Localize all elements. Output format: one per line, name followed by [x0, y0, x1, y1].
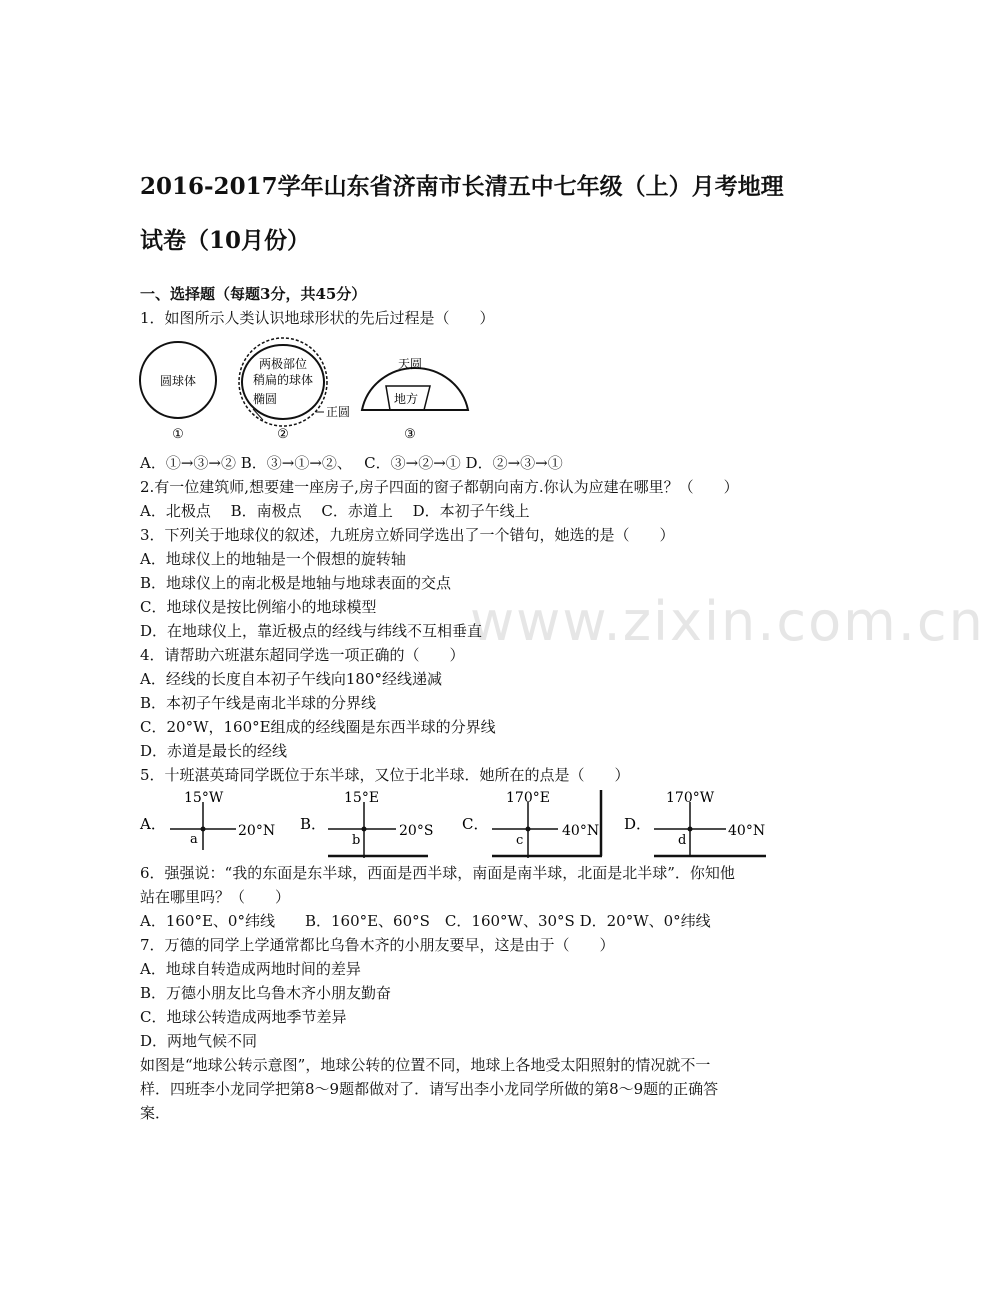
fig2-label-line1: 两极部位	[258, 357, 308, 371]
question-4-option-d: D．赤道是最长的经线	[140, 742, 288, 760]
q5-d-lon: 170°W	[666, 790, 715, 806]
q5-option-b-label: B．	[300, 815, 327, 833]
fig1-label: 圆球体	[159, 374, 197, 388]
question-6-stem-line1: 6．强强说：“我的东面是东半球，西面是西半球，南面是南半球，北面是北半球”．你知他	[140, 864, 735, 882]
question-4-option-a: A．经线的长度自本初子午线向180°经线递减	[140, 670, 442, 688]
q5-b-lon: 15°E	[344, 790, 380, 806]
q5-c-point: c	[516, 833, 524, 848]
fig1-number: ①	[172, 427, 184, 442]
watermark: www.zixin.com.cn	[470, 590, 985, 653]
question-3-option-b: B．地球仪上的南北极是地轴与地球表面的交点	[140, 574, 452, 592]
question-6-stem-line2: 站在哪里吗？（ ）	[140, 888, 291, 906]
question-1-stem: 1．如图所示人类认识地球形状的先后过程是（ ）	[140, 309, 495, 327]
question-3-option-a: A．地球仪上的地轴是一个假想的旋转轴	[140, 550, 406, 568]
exam-title: 2016-2017学年山东省济南市长清五中七年级（上）月考地理试卷（10月份）	[140, 173, 784, 254]
fig3-bottom-label: 地方	[393, 392, 419, 406]
question-4-option-b: B．本初子午线是南北半球的分界线	[140, 694, 377, 712]
question-7-option-b: B．万德小朋友比乌鲁木齐小朋友勤奋	[140, 984, 392, 1002]
question-7-option-a: A．地球自转造成两地时间的差异	[140, 960, 361, 978]
fig3-number: ③	[404, 427, 416, 442]
q5-option-a-label: A．	[140, 815, 166, 833]
question-7-option-d: D．两地气候不同	[140, 1032, 258, 1050]
q5-a-lat: 20°N	[238, 823, 276, 839]
q5-b-lat: 20°S	[399, 823, 434, 839]
question-2-stem: 2.有一位建筑师,想要建一座房子,房子四面的窗子都朝向南方.你认为应建在哪里？（ ）	[140, 478, 739, 496]
point-b	[362, 827, 367, 832]
q5-d-point: d	[678, 833, 687, 848]
question-5-stem: 5．十班湛英琦同学既位于东半球，又位于北半球．她所在的点是（ ）	[140, 766, 630, 784]
q5-c-lon: 170°E	[506, 790, 550, 806]
q5-a-lon: 15°W	[184, 790, 224, 806]
point-d	[688, 827, 693, 832]
question-3-stem: 3．下列关于地球仪的叙述，九班房立娇同学选出了一个错句，她选的是（ ）	[140, 526, 675, 544]
point-a	[201, 827, 206, 832]
q5-option-c-label: C．	[462, 815, 489, 833]
section-heading: 一、选择题（每题3分，共45分）	[140, 285, 367, 303]
fig2-circle-label: 正圆	[326, 405, 351, 419]
intro-line1: 如图是“地球公转示意图”，地球公转的位置不同，地球上各地受太阳照射的情况就不一	[140, 1056, 711, 1074]
q5-c-lat: 40°N	[562, 823, 600, 839]
fig2-label-line2: 稍扁的球体	[252, 373, 314, 387]
question-4-option-c: C．20°W，160°E组成的经线圈是东西半球的分界线	[140, 718, 496, 736]
q5-figures	[138, 786, 778, 858]
question-4-stem: 4．请帮助六班湛东超同学选一项正确的（ ）	[140, 646, 465, 664]
q5-a-point: a	[190, 832, 198, 847]
earth-shape-figure	[138, 334, 478, 446]
point-c	[526, 827, 531, 832]
question-1-options: A．①→③→② B．③→①→②、 C．③→②→① D．②→③→①	[140, 454, 563, 472]
intro-line2: 样．四班李小龙同学把第8～9题都做对了．请写出李小龙同学所做的第8～9题的正确答	[140, 1080, 719, 1098]
q5-option-d-label: D．	[624, 815, 652, 833]
question-3-option-d: D．在地球仪上，靠近极点的经线与纬线不互相垂直	[140, 622, 483, 640]
fig3-top-label: 天圆	[397, 357, 423, 371]
fig2-number: ②	[277, 427, 289, 442]
q5-d-lat: 40°N	[728, 823, 766, 839]
q5-b-point: b	[352, 833, 361, 848]
question-2-options: A．北极点 B．南极点 C．赤道上 D．本初子午线上	[140, 502, 530, 520]
question-6-options: A．160°E、0°纬线 B．160°E、60°S C．160°W、30°S D．20°W、0°纬线	[140, 912, 711, 930]
question-7-option-c: C．地球公转造成两地季节差异	[140, 1008, 347, 1026]
question-3-option-c: C．地球仪是按比例缩小的地球模型	[140, 598, 377, 616]
fig2-ellipse-label: 椭圆	[252, 392, 278, 406]
intro-line3: 案．	[140, 1104, 171, 1122]
question-7-stem: 7．万德的同学上学通常都比乌鲁木齐的小朋友要早，这是由于（ ）	[140, 936, 615, 954]
